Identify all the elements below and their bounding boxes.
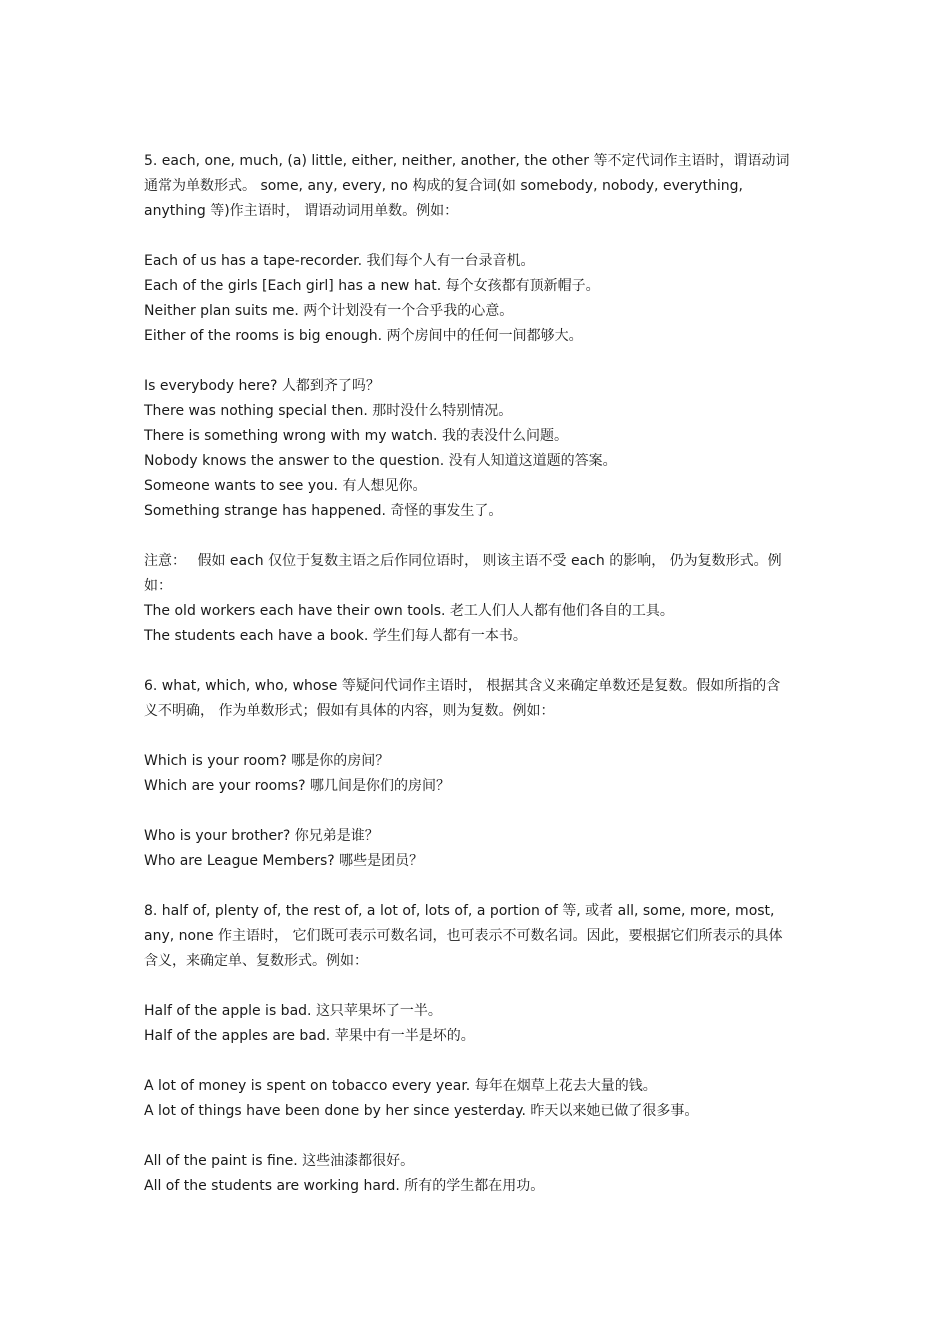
example-sentence: Which is your room? 哪是你的房间？ bbox=[144, 753, 390, 769]
paragraph-gap bbox=[144, 1049, 808, 1074]
rule-paragraph bbox=[144, 899, 808, 974]
example-sentence: Each of us has a tape-recorder. 我们每个人有一台录音机。 bbox=[144, 253, 535, 269]
example-sentence: Each of the girls [Each girl] has a new hat. 每个女孩都有顶新帽子。 bbox=[144, 278, 600, 294]
paragraph-line: 含义，来确定单、复数形式。例如： bbox=[144, 953, 368, 969]
example-sentence: There is something wrong with my watch. 我的表没什么问题。 bbox=[144, 428, 568, 444]
example-sentence: Is everybody here? 人都到齐了吗？ bbox=[144, 378, 380, 394]
rule-paragraph bbox=[144, 549, 808, 649]
paragraph-line: 注意： 假如 each 仅位于复数主语之后作同位语时， 则该主语不受 each 的影响， 仍为复数形式。例 bbox=[144, 553, 782, 569]
paragraph-gap bbox=[144, 874, 808, 899]
example-sentence: Either of the rooms is big enough. 两个房间中的任何一间都够大。 bbox=[144, 328, 583, 344]
example-group bbox=[144, 749, 808, 799]
paragraph-line: 6. what, which, who, whose 等疑问代词作主语时， 根据其含义来确定单数还是复数。假如所指的含 bbox=[144, 678, 781, 694]
paragraph-gap bbox=[144, 224, 808, 249]
example-group bbox=[144, 249, 808, 349]
example-sentence: Half of the apples are bad. 苹果中有一半是坏的。 bbox=[144, 1028, 475, 1044]
example-sentence: A lot of money is spent on tobacco every year. 每年在烟草上花去大量的钱。 bbox=[144, 1078, 657, 1094]
example-sentence: Someone wants to see you. 有人想见你。 bbox=[144, 478, 427, 494]
paragraph-line: 义不明确， 作为单数形式；假如有具体的内容，则为复数。例如： bbox=[144, 703, 555, 719]
document-body bbox=[144, 149, 808, 1199]
example-group bbox=[144, 999, 808, 1049]
example-group bbox=[144, 374, 808, 524]
example-sentence: Neither plan suits me. 两个计划没有一个合乎我的心意。 bbox=[144, 303, 514, 319]
example-sentence: All of the students are working hard. 所有的学生都在用功。 bbox=[144, 1178, 545, 1194]
paragraph-line: The old workers each have their own tools. 老工人们人人都有他们各自的工具。 bbox=[144, 603, 674, 619]
example-sentence: Who is your brother? 你兄弟是谁？ bbox=[144, 828, 379, 844]
example-sentence: Half of the apple is bad. 这只苹果坏了一半。 bbox=[144, 1003, 442, 1019]
example-group bbox=[144, 1149, 808, 1199]
paragraph-line: 8. half of, plenty of, the rest of, a lot of, lots of, a portion of 等, 或者 all, some, more, most, bbox=[144, 903, 775, 919]
example-sentence: Nobody knows the answer to the question. 没有人知道这道题的答案。 bbox=[144, 453, 617, 469]
paragraph-gap bbox=[144, 349, 808, 374]
example-sentence: A lot of things have been done by her since yesterday. 昨天以来她已做了很多事。 bbox=[144, 1103, 699, 1119]
rule-paragraph bbox=[144, 674, 808, 724]
paragraph-line: The students each have a book. 学生们每人都有一本书。 bbox=[144, 628, 527, 644]
rule-paragraph bbox=[144, 149, 808, 224]
paragraph-line: 如： bbox=[144, 578, 172, 594]
example-sentence: Which are your rooms? 哪几间是你们的房间？ bbox=[144, 778, 451, 794]
example-group bbox=[144, 1074, 808, 1124]
paragraph-gap bbox=[144, 724, 808, 749]
paragraph-gap bbox=[144, 649, 808, 674]
paragraph-gap bbox=[144, 799, 808, 824]
paragraph-line: 5. each, one, much, (a) little, either, neither, another, the other 等不定代词作主语时，谓语动词 bbox=[144, 153, 790, 169]
example-sentence: Who are League Members? 哪些是团员？ bbox=[144, 853, 424, 869]
example-group bbox=[144, 824, 808, 874]
paragraph-gap bbox=[144, 524, 808, 549]
paragraph-line: anything 等)作主语时， 谓语动词用单数。例如： bbox=[144, 203, 459, 219]
paragraph-gap bbox=[144, 1124, 808, 1149]
paragraph-line: any, none 作主语时， 它们既可表示可数名词，也可表示不可数名词。因此，要根据它们所表示的具体 bbox=[144, 928, 783, 944]
paragraph-line: 通常为单数形式。 some, any, every, no 构成的复合词(如 somebody, nobody, everything, bbox=[144, 178, 743, 194]
example-sentence: Something strange has happened. 奇怪的事发生了。 bbox=[144, 503, 503, 519]
paragraph-gap bbox=[144, 974, 808, 999]
example-sentence: All of the paint is fine. 这些油漆都很好。 bbox=[144, 1153, 415, 1169]
example-sentence: There was nothing special then. 那时没什么特别情况。 bbox=[144, 403, 513, 419]
